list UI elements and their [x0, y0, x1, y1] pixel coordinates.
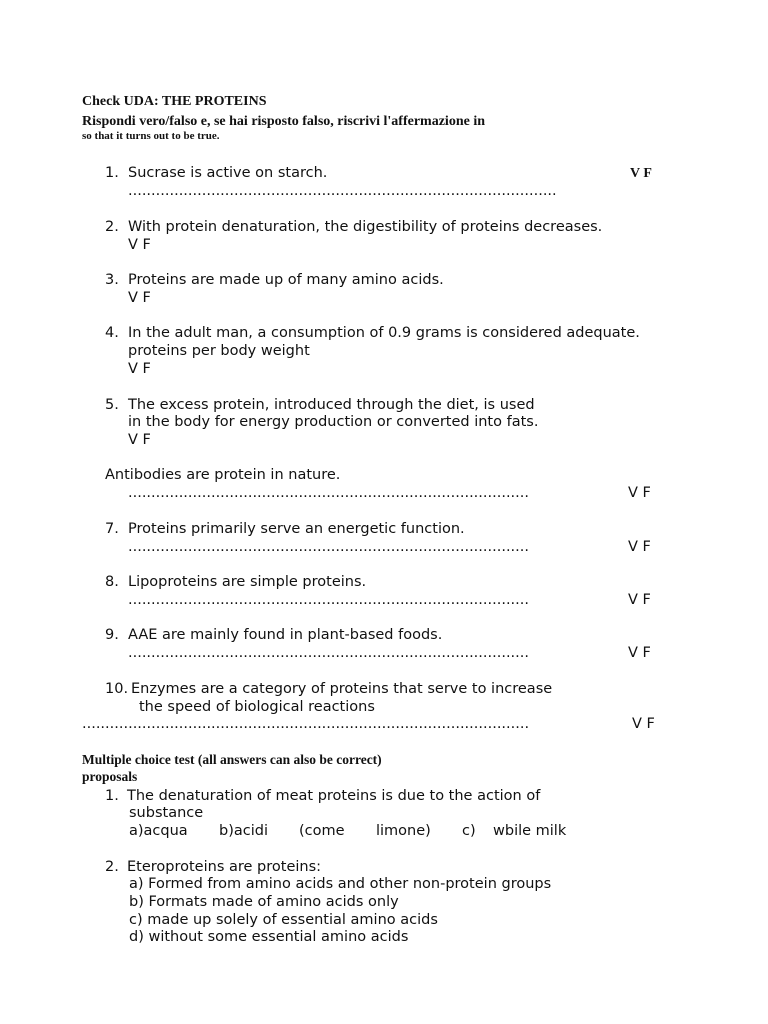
question-10-text-line2: the speed of biological reactions: [139, 699, 375, 715]
instruction-text: Rispondi vero/falso e, se hai risposto falso, riscrivi l'affermazione in: [82, 114, 485, 129]
question-7-vf[interactable]: V F: [628, 539, 651, 555]
question-7-number: 7.: [105, 521, 119, 537]
question-3-vf[interactable]: V F: [128, 290, 151, 306]
mc-question-2-option-d[interactable]: d) without some essential amino acids: [129, 929, 409, 945]
question-10-number: 10.: [105, 681, 129, 697]
question-6-answer-line[interactable]: .......................................................................................: [128, 485, 529, 501]
question-8-vf[interactable]: V F: [628, 592, 651, 608]
mc-question-2-text: Eteroproteins are proteins:: [127, 859, 322, 875]
mc-question-2-option-a[interactable]: a) Formed from amino acids and other non-protein groups: [129, 876, 552, 892]
mc-question-1-option-b[interactable]: b)acidi: [219, 823, 268, 839]
question-6-vf[interactable]: V F: [628, 485, 651, 501]
question-1-text: Sucrase is active on starch.: [128, 165, 328, 181]
question-5-vf[interactable]: V F: [128, 432, 151, 448]
question-8-text: Lipoproteins are simple proteins.: [128, 574, 367, 590]
question-4-text-line2: proteins per body weight: [128, 343, 310, 359]
page-title: Check UDA: THE PROTEINS: [82, 94, 267, 109]
mc-question-2-option-c[interactable]: c) made up solely of essential amino acids: [129, 912, 438, 928]
mc-section-title: Multiple choice test (all answers can also be correct): [82, 752, 382, 767]
question-9-answer-line[interactable]: .......................................................................................: [128, 645, 529, 661]
question-4-text: In the adult man, a consumption of 0.9 grams is considered adequate.: [128, 325, 640, 341]
mc-question-1-option-b-part2: (come: [299, 823, 345, 839]
mc-question-1-option-a[interactable]: a)acqua: [129, 823, 188, 839]
question-8-answer-line[interactable]: .......................................................................................: [128, 592, 529, 608]
mc-question-1-text: The denaturation of meat proteins is due to the action of: [127, 788, 541, 804]
question-7-text: Proteins primarily serve an energetic function.: [128, 521, 465, 537]
question-5-number: 5.: [105, 397, 119, 413]
mc-question-2-number: 2.: [105, 859, 119, 875]
question-8-number: 8.: [105, 574, 119, 590]
mc-question-2-option-b[interactable]: b) Formats made of amino acids only: [129, 894, 399, 910]
question-10-vf[interactable]: V F: [632, 716, 655, 732]
question-10-answer-line[interactable]: .................................................................................................: [82, 716, 530, 732]
question-1-answer-line[interactable]: .............................................................................................: [128, 183, 557, 199]
mc-question-1-option-b-part3: limone): [376, 823, 431, 839]
question-1-number: 1.: [105, 165, 119, 181]
question-9-vf[interactable]: V F: [628, 645, 651, 661]
question-5-text-line2: in the body for energy production or converted into fats.: [128, 414, 539, 430]
mc-question-1-option-c-text: wbile milk: [493, 823, 567, 839]
question-3-text: Proteins are made up of many amino acids.: [128, 272, 444, 288]
question-3-number: 3.: [105, 272, 119, 288]
question-4-vf[interactable]: V F: [128, 361, 151, 377]
question-2-number: 2.: [105, 219, 119, 235]
mc-section-subtitle: proposals: [82, 769, 138, 784]
question-6-text: Antibodies are protein in nature.: [105, 467, 341, 483]
instruction-subnote: so that it turns out to be true.: [82, 130, 220, 142]
question-9-number: 9.: [105, 627, 119, 643]
question-1-vf[interactable]: V F: [630, 166, 652, 181]
question-9-text: AAE are mainly found in plant-based foods.: [128, 627, 443, 643]
question-5-text: The excess protein, introduced through the diet, is used: [128, 397, 535, 413]
question-2-text: With protein denaturation, the digestibility of proteins decreases.: [128, 219, 603, 235]
question-10-text: Enzymes are a category of proteins that serve to increase: [131, 681, 553, 697]
mc-question-1-text-line2: substance: [129, 805, 204, 821]
question-7-answer-line[interactable]: .......................................................................................: [128, 539, 529, 555]
question-4-number: 4.: [105, 325, 119, 341]
mc-question-1-option-c[interactable]: c): [462, 823, 476, 839]
mc-question-1-number: 1.: [105, 788, 119, 804]
question-2-vf[interactable]: V F: [128, 237, 151, 253]
